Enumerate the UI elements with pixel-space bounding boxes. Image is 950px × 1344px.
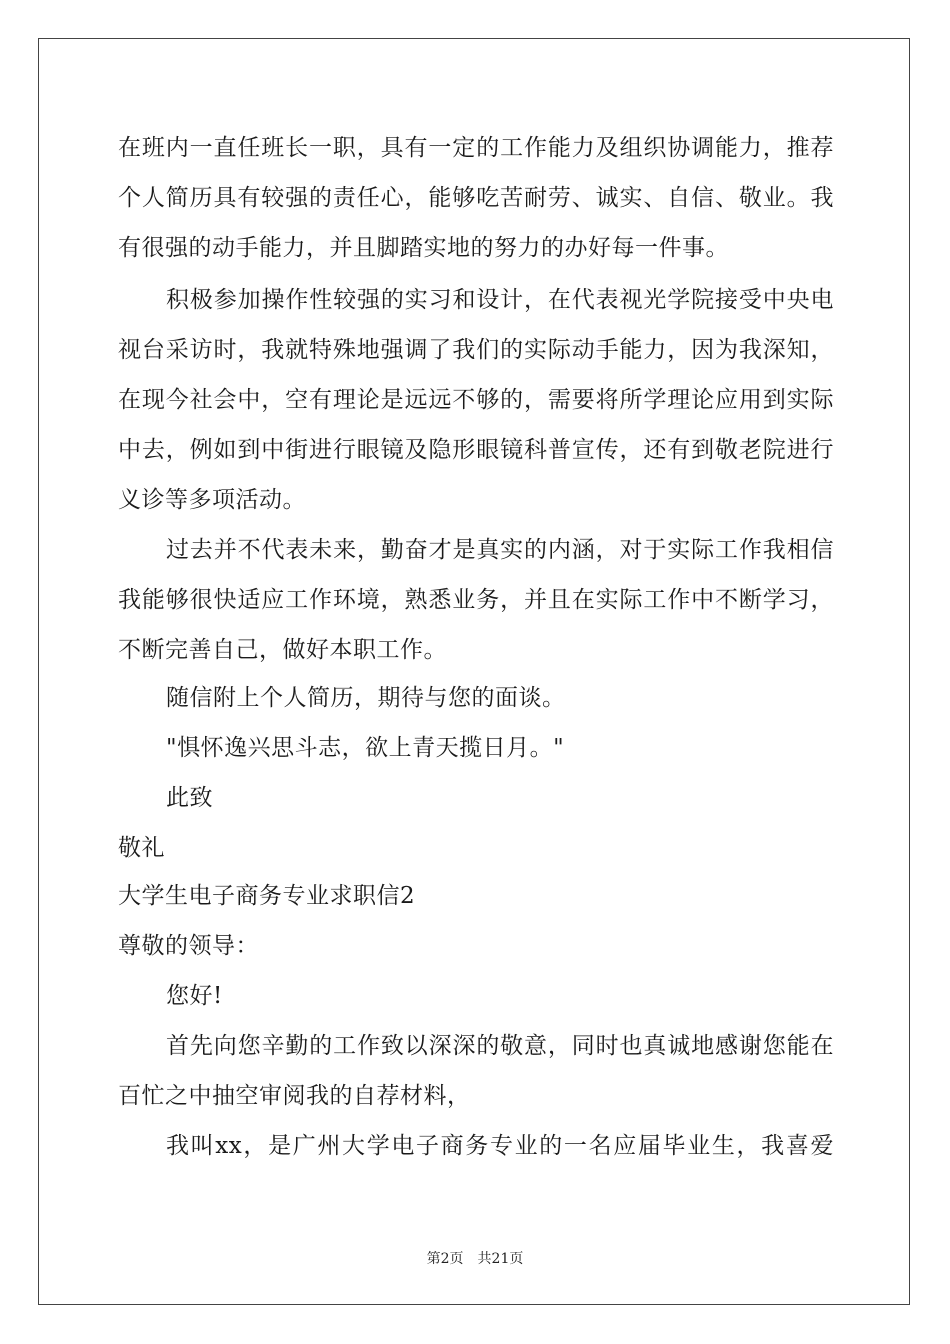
salutation-line: 敬礼 <box>118 835 165 861</box>
page-number: 第2页 共21页 <box>426 1251 524 1267</box>
text-line: 过去并不代表未来，勤奋才是真实的内涵，对于实际工作我相信 <box>166 537 834 563</box>
text-line: 中去，例如到中街进行眼镜及隐形眼镜科普宣传，还有到敬老院进行 <box>118 437 834 463</box>
text-line: 义诊等多项活动。 <box>118 487 306 513</box>
text-line: 随信附上个人简历，期待与您的面谈。 <box>166 685 566 711</box>
greeting-line: 您好! <box>166 983 223 1009</box>
text-line: 在班内一直任班长一职，具有一定的工作能力及组织协调能力，推荐 <box>118 135 834 161</box>
text-line: 不断完善自己，做好本职工作。 <box>118 637 447 663</box>
quote-line: "惧怀逸兴思斗志，欲上青天揽日月。" <box>166 735 565 761</box>
text-line: 有很强的动手能力，并且脚踏实地的努力的办好每一件事。 <box>118 235 729 261</box>
section-title: 大学生电子商务专业求职信2 <box>118 883 416 909</box>
text-line: 我能够很快适应工作环境，熟悉业务，并且在实际工作中不断学习， <box>118 587 834 613</box>
text-line: 在现今社会中，空有理论是远远不够的，需要将所学理论应用到实际 <box>118 387 834 413</box>
closing-line: 此致 <box>166 785 213 811</box>
text-line: 视台采访时，我就特殊地强调了我们的实际动手能力，因为我深知， <box>118 337 834 363</box>
text-line: 我叫xx，是广州大学电子商务专业的一名应届毕业生，我喜爱 <box>166 1133 834 1159</box>
greeting-line: 尊敬的领导： <box>118 933 259 959</box>
text-line: 积极参加操作性较强的实习和设计，在代表视光学院接受中央电 <box>166 287 834 313</box>
text-line: 百忙之中抽空审阅我的自荐材料， <box>118 1083 471 1109</box>
text-line: 个人简历具有较强的责任心，能够吃苦耐劳、诚实、自信、敬业。我 <box>118 185 834 211</box>
text-line: 首先向您辛勤的工作致以深深的敬意，同时也真诚地感谢您能在 <box>166 1033 834 1059</box>
